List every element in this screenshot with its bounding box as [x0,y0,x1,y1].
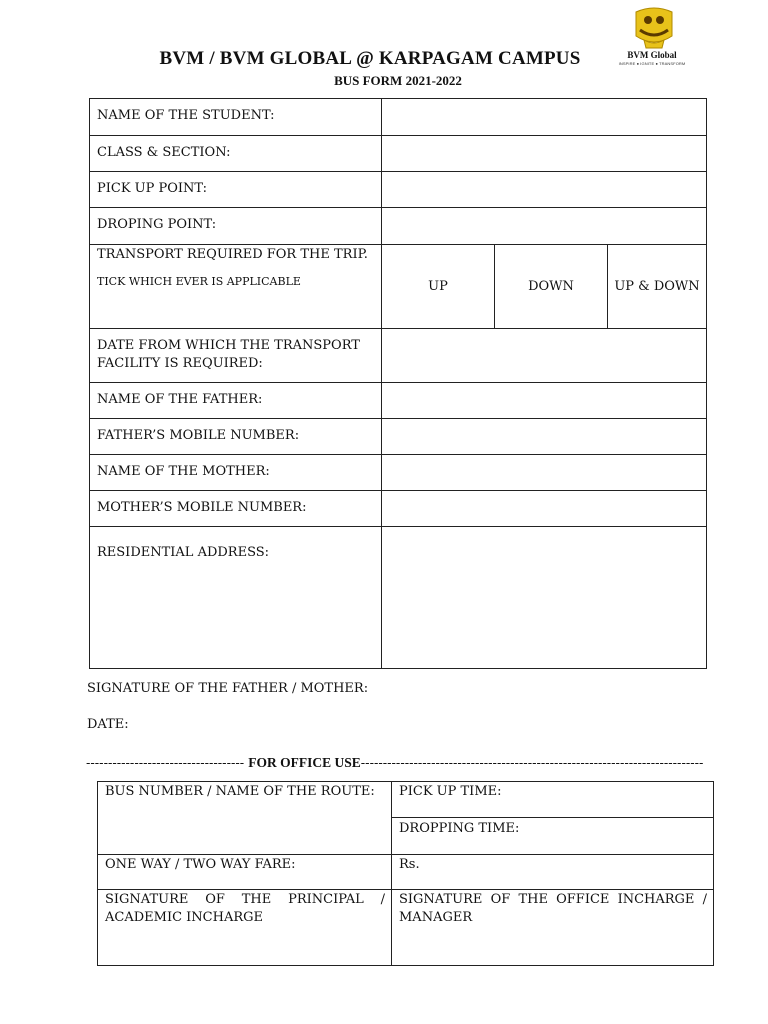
office-dash-right: ------------------------------------------------------------------------------ [360,756,704,771]
student-name-field[interactable] [382,99,707,136]
date-from-label: DATE FROM WHICH THE TRANSPORT FACILITY IS REQUIRED: [90,329,382,383]
tick-note: TICK WHICH EVER IS APPLICABLE [97,275,301,288]
principal-signature-label: SIGNATURE OF THE PRINCIPAL / ACADEMIC INCHARGE [98,890,392,966]
dropping-point-label: DROPING POINT: [90,208,382,245]
mother-mobile-field[interactable] [382,491,707,527]
office-incharge-signature-label: SIGNATURE OF THE OFFICE INCHARGE / MANAGER [392,890,714,966]
dropping-time-label: DROPPING TIME: [392,818,714,855]
date-from-field[interactable] [382,329,707,383]
student-name-label: NAME OF THE STUDENT: [90,99,382,136]
mother-name-field[interactable] [382,455,707,491]
fare-value: Rs. [392,855,714,890]
office-use-heading: FOR OFFICE USE [248,755,361,770]
fare-label: ONE WAY / TWO WAY FARE: [98,855,392,890]
form-title: BVM / BVM GLOBAL @ KARPAGAM CAMPUS [159,48,581,69]
option-up[interactable]: UP [382,245,495,329]
mother-name-label: NAME OF THE MOTHER: [90,455,382,491]
pickup-time-label: PICK UP TIME: [392,782,714,818]
pickup-point-field[interactable] [382,172,707,208]
option-down[interactable]: DOWN [495,245,608,329]
dropping-point-field[interactable] [382,208,707,245]
address-label: RESIDENTIAL ADDRESS: [90,527,382,669]
student-details-table [89,98,707,669]
form-subtitle: BUS FORM 2021-2022 [334,73,462,88]
logo-tagline: INSPIRE ● IGNITE ● TRANSFORM [618,61,686,66]
pickup-point-label: PICK UP POINT: [90,172,382,208]
class-section-field[interactable] [382,136,707,172]
date-label: DATE: [87,717,129,732]
class-section-label: CLASS & SECTION: [90,136,382,172]
father-mobile-label: FATHER’S MOBILE NUMBER: [90,419,382,455]
office-dash-left: ------------------------------------ [86,756,249,771]
father-name-field[interactable] [382,383,707,419]
office-use-divider [86,755,718,771]
transport-required-cell [90,245,382,329]
mother-mobile-label: MOTHER’S MOBILE NUMBER: [90,491,382,527]
father-mobile-field[interactable] [382,419,707,455]
office-use-table [97,781,714,966]
logo-name: BVM Global [627,50,677,60]
bus-route-label: BUS NUMBER / NAME OF THE ROUTE: [98,782,392,855]
address-field[interactable] [382,527,707,669]
father-name-label: NAME OF THE FATHER: [90,383,382,419]
parent-signature-label: SIGNATURE OF THE FATHER / MOTHER: [87,681,369,696]
option-up-down[interactable]: UP & DOWN [608,245,707,329]
transport-required-label: TRANSPORT REQUIRED FOR THE TRIP. [97,247,368,262]
